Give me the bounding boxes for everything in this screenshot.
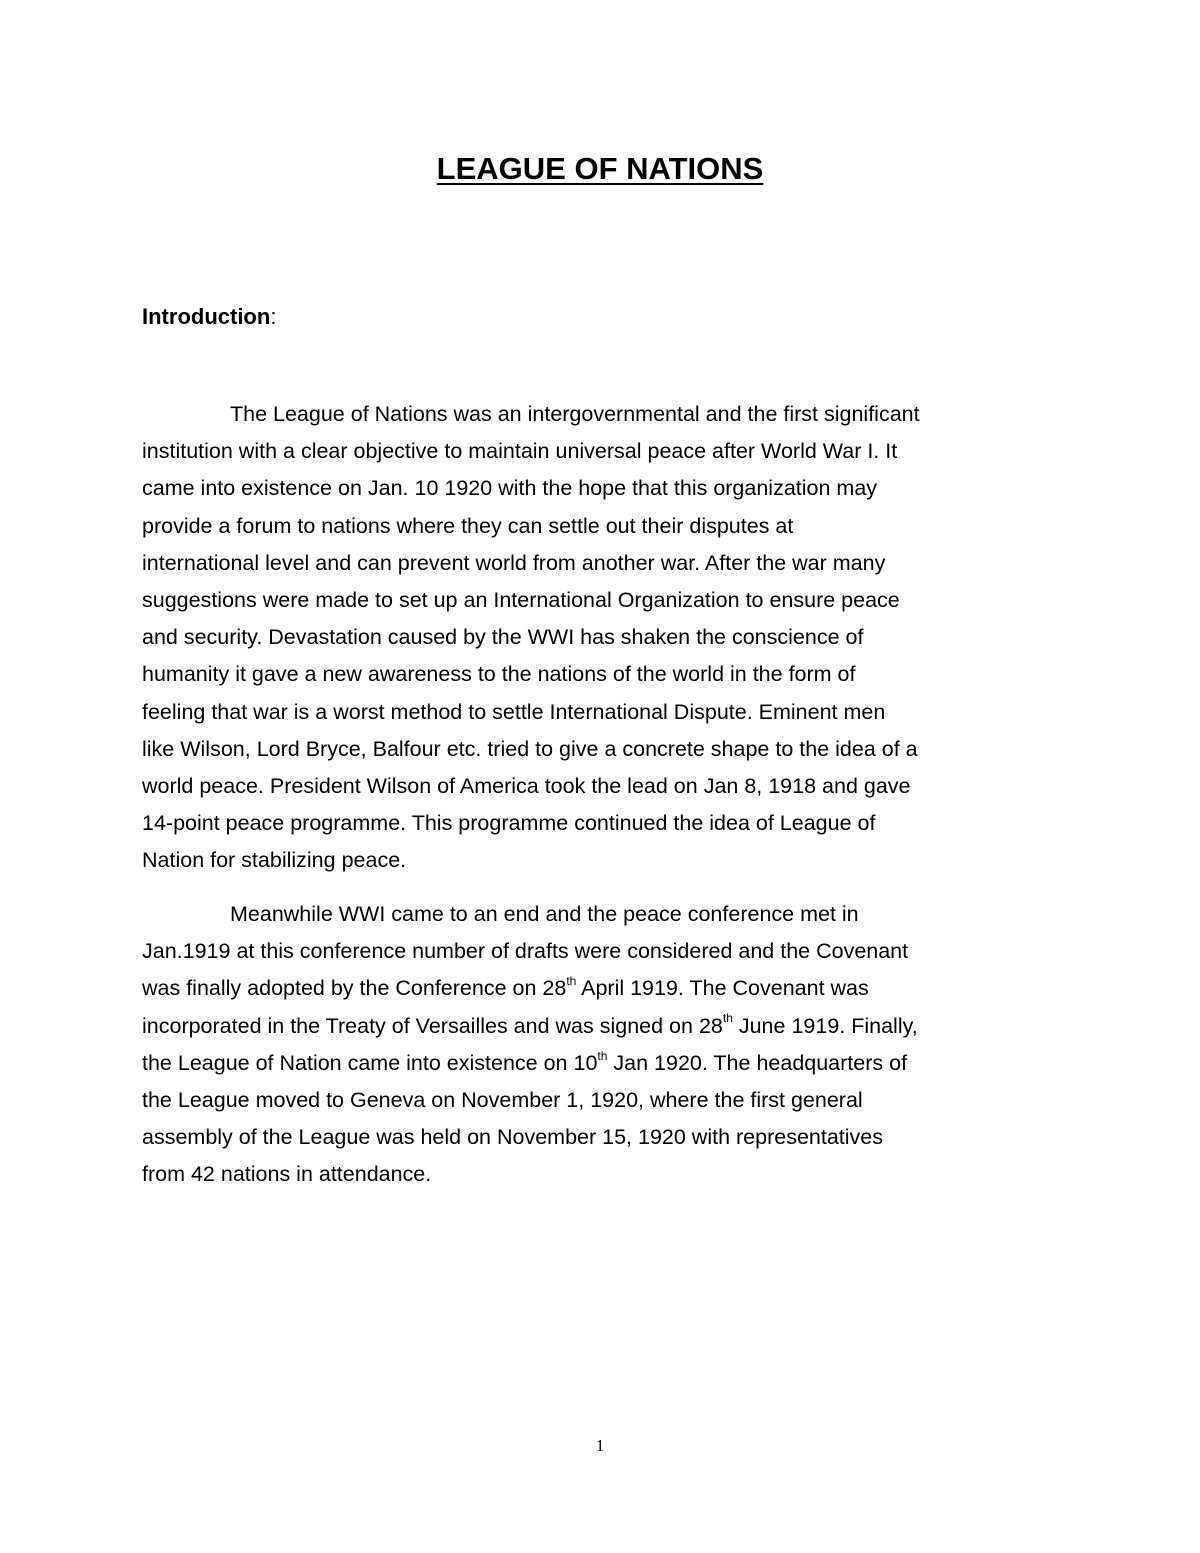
paragraph-line: The League of Nations was an intergovernmental and the first significant — [230, 402, 920, 426]
paragraph-line: institution with a clear objective to maintain universal peace after World War I. It — [142, 439, 898, 464]
paragraph-line: feeling that war is a worst method to settle International Dispute. Eminent men — [142, 699, 886, 724]
paragraph-line: international level and can prevent world from another war. After the war many — [142, 550, 886, 575]
section-heading-label: Introduction — [142, 304, 271, 329]
paragraph-line: Meanwhile WWI came to an end and the peace conference met in — [230, 902, 859, 926]
document-title: LEAGUE OF NATIONS — [436, 151, 764, 186]
text-run: the League of Nation came into existence on 10 — [142, 1050, 598, 1075]
ordinal-superscript: th — [597, 1048, 608, 1063]
paragraph-line: Nation for stabilizing peace. — [142, 848, 407, 873]
paragraph-line — [142, 1045, 1062, 1082]
paragraph-line: provide a forum to nations where they can settle out their disputes at — [142, 513, 794, 538]
paragraph-line: Jan.1919 at this conference number of drafts were considered and the Covenant — [142, 939, 909, 964]
text-run: incorporated in the Treaty of Versailles and was signed on 28 — [142, 1013, 723, 1038]
paragraph-line — [142, 970, 1062, 1007]
ordinal-superscript: th — [566, 974, 577, 989]
paragraph-1 — [142, 396, 1062, 880]
text-run: was finally adopted by the Conference on 28 — [142, 976, 567, 1001]
section-heading — [142, 304, 276, 330]
paragraph-line: 14-point peace programme. This programme continued the idea of League of — [142, 811, 876, 836]
paragraph-line: suggestions were made to set up an International Organization to ensure peace — [142, 588, 900, 613]
paragraph-line: from 42 nations in attendance. — [142, 1162, 432, 1187]
section-heading-colon: : — [270, 304, 277, 329]
ordinal-superscript: th — [722, 1011, 733, 1026]
page-number: 1 — [595, 1436, 605, 1455]
paragraph-line: the League moved to Geneva on November 1, 1920, where the first general — [142, 1088, 863, 1113]
paragraph-line: humanity it gave a new awareness to the nations of the world in the form of — [142, 662, 856, 687]
paragraph-line: came into existence on Jan. 10 1920 with the hope that this organization may — [142, 476, 878, 501]
paragraph-line: world peace. President Wilson of America took the lead on Jan 8, 1918 and gave — [142, 774, 911, 799]
text-run: April 1919. The Covenant was — [576, 976, 869, 1001]
paragraph-line — [142, 1008, 1062, 1045]
text-run: June 1919. Finally, — [732, 1013, 918, 1038]
text-run: Jan 1920. The headquarters of — [607, 1050, 908, 1075]
paragraph-line: like Wilson, Lord Bryce, Balfour etc. tried to give a concrete shape to the idea of a — [142, 736, 918, 761]
paragraph-line: assembly of the League was held on November 15, 1920 with representatives — [142, 1125, 883, 1150]
paragraph-2 — [142, 896, 1062, 1194]
paragraph-line: and security. Devastation caused by the WWI has shaken the conscience of — [142, 625, 864, 650]
